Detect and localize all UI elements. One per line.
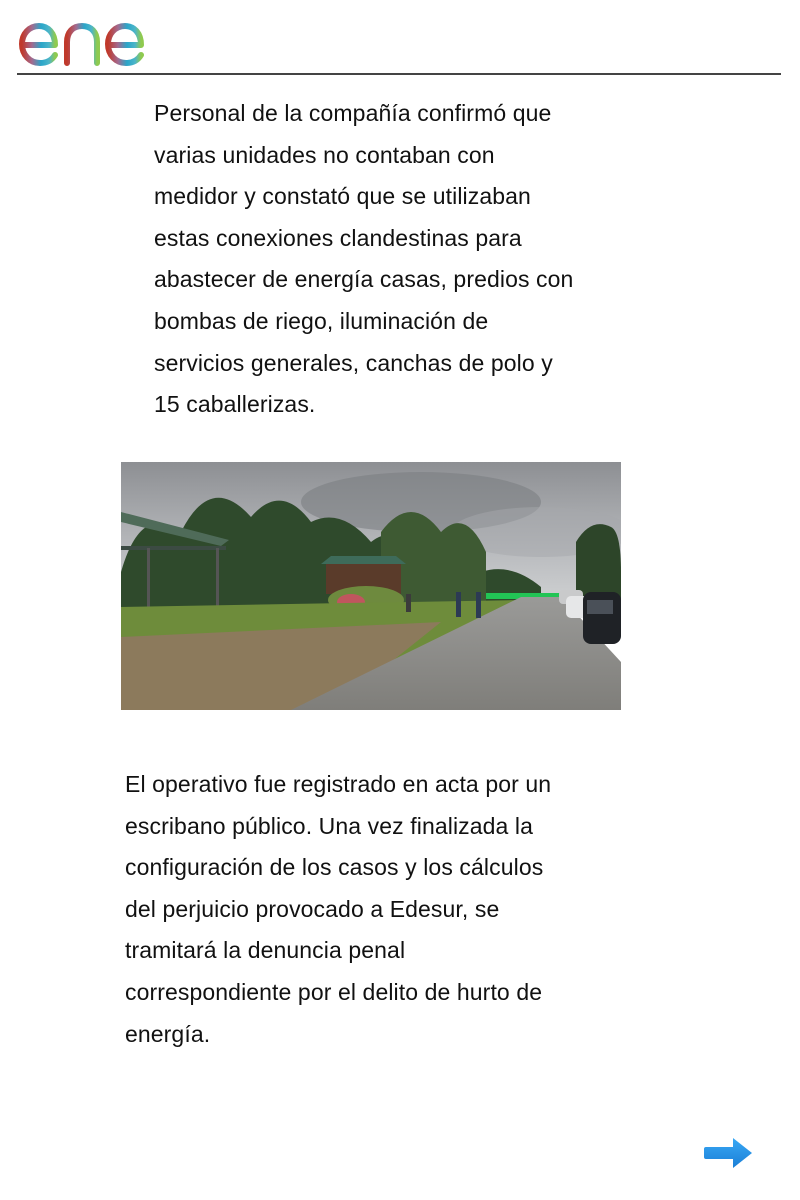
article-paragraph-2: El operativo fue registrado en acta por un escribano público. Una vez finalizada la configuración de los casos y los cálculos del perjuicio provocado a Edesur, se tramitará la denuncia penal correspondiente por el delito de hurto de energía. — [125, 771, 552, 1047]
next-button[interactable] — [703, 1135, 755, 1171]
article-paragraph-1: Personal de la compañía confirmó que varias unidades no contaban con medidor y constató que se utilizaban estas conexiones clandestinas para abastecer de energía casas, predios con bombas de riego, iluminación de servicios generales, canchas de polo y 15 caballerizas. — [154, 100, 574, 418]
enel-logo[interactable] — [17, 14, 169, 68]
article-photo — [121, 462, 621, 710]
header-divider — [17, 73, 781, 75]
header — [0, 0, 800, 76]
arrow-right-icon — [703, 1135, 755, 1171]
